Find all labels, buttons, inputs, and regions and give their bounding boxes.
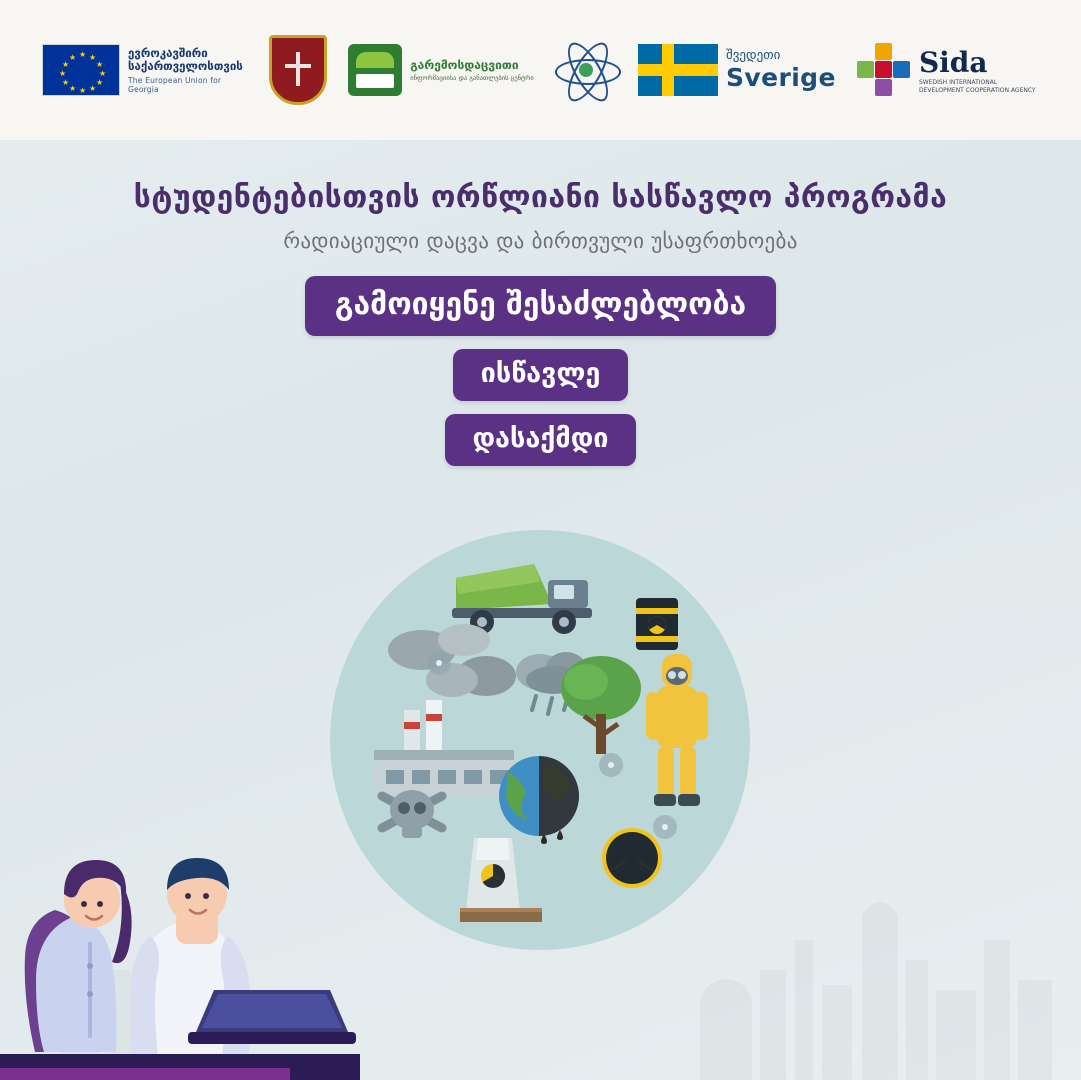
pill-employment: დასაქმდი bbox=[445, 414, 637, 466]
eu-logo-title bbox=[128, 47, 248, 94]
tree-icon bbox=[556, 648, 646, 758]
sweden-logo-text bbox=[726, 48, 836, 92]
logo-sida bbox=[857, 43, 1039, 97]
radiation-environment-scene bbox=[330, 530, 750, 950]
sweden-logo-subtitle-text: Sverige bbox=[726, 63, 836, 92]
nuclear-cooling-tower-icon bbox=[446, 830, 556, 928]
pill-group bbox=[0, 276, 1081, 466]
radioactive-barrel-icon bbox=[630, 592, 684, 654]
eu-logo-subtitle-text: The European Union for Georgia bbox=[128, 75, 222, 94]
radiation-trefoil-small-icon bbox=[426, 650, 452, 676]
headline-block bbox=[0, 178, 1081, 466]
sida-squares-icon bbox=[857, 43, 911, 97]
logo-sweden bbox=[638, 44, 836, 96]
pill-study: ისწავლე bbox=[453, 349, 629, 401]
sida-logo-text bbox=[919, 46, 1039, 94]
logo-european-union-for-georgia bbox=[42, 44, 248, 96]
environment-logo-title bbox=[410, 58, 534, 82]
skull-and-crossbones-icon bbox=[372, 782, 452, 852]
environment-logo-title-text: გარემოსდაცვითი bbox=[410, 58, 519, 72]
atom-icon bbox=[555, 39, 617, 101]
logo-government-of-georgia bbox=[269, 35, 327, 105]
logo-environment-centre bbox=[348, 44, 534, 96]
georgia-coat-of-arms-icon bbox=[269, 35, 327, 105]
desk-edge-accent bbox=[0, 1068, 290, 1080]
radiation-trefoil-small-icon bbox=[598, 752, 624, 778]
radiation-trefoil-small-icon bbox=[652, 814, 678, 840]
sweden-flag-icon bbox=[638, 44, 718, 96]
hazmat-suit-worker-icon bbox=[642, 648, 712, 818]
eu-flag-icon: ★ ★ ★ ★ ★ ★ ★ ★ ★ ★ ★ ★ bbox=[42, 44, 120, 96]
donor-logo-bar bbox=[0, 0, 1081, 140]
pill-opportunity: გამოიყენე შესაძლებლობა bbox=[305, 276, 776, 336]
two-students-with-laptop-illustration bbox=[0, 790, 380, 1080]
eu-logo-title-text: ევროკავშირი საქართველოსთვის bbox=[128, 45, 243, 73]
page-subtitle: რადიაციული დაცვა და ბირთვული უსაფრთხოება bbox=[283, 229, 798, 253]
logo-nuclear-agency bbox=[555, 39, 617, 101]
sweden-logo-title-text: შვედეთი bbox=[726, 48, 781, 63]
sida-logo-title-text: Sida bbox=[918, 46, 988, 79]
sida-logo-subtitle-text: SWEDISH INTERNATIONAL DEVELOPMENT COOPERATION AGENCY bbox=[918, 79, 1036, 94]
environment-leaf-icon bbox=[348, 44, 402, 96]
page-title: სტუდენტებისთვის ორწლიანი სასწავლო პროგრამა bbox=[133, 180, 948, 215]
environment-logo-subtitle-text: ინფორმაციისა და განათლების ცენტრი bbox=[410, 74, 534, 82]
